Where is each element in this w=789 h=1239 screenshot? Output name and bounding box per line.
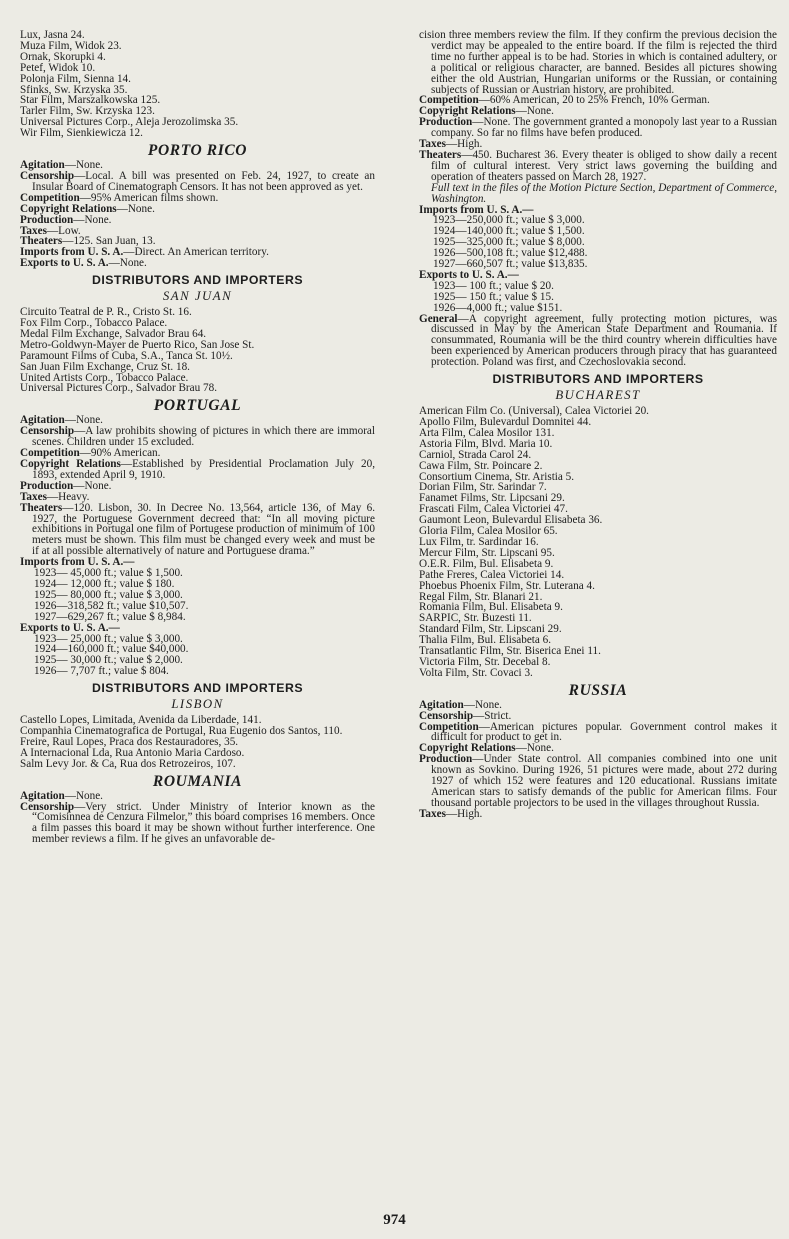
entry-production: Production—None. bbox=[20, 213, 112, 226]
imports-heading: Imports from U. S. A.— bbox=[20, 556, 135, 569]
distributors-heading: DISTRIBUTORS AND IMPORTERS bbox=[492, 372, 704, 387]
section-title-russia: RUSSIA bbox=[568, 681, 628, 699]
entry-taxes: Taxes—Heavy. bbox=[20, 490, 90, 503]
table-row: 1926—500,108 ft.; value $12,488. bbox=[433, 247, 588, 260]
censorship-continued: cision three members review the film. If they confirm the previous decision the verdict may be appealed to the entire board. If the film is rejected the third time no further appeal is to be had. Stories in which is contained adultery, or a political or religious character, are banned. Besides all pictures showing either the old Austrian, Hungarian uniforms or the Russian, or containing subjects of Russian or Austrian history, are prohibited. bbox=[419, 29, 777, 96]
list-item: Castello Lopes, Limitada, Avenida da Liberdade, 141. bbox=[20, 714, 262, 727]
distributors-heading: DISTRIBUTORS AND IMPORTERS bbox=[91, 273, 304, 288]
entry-production: Production—Under State control. All companies combined into one unit known as Sovkino. During 1926, 51 pictures were made, about 272 during 1927 of which 152 were features and 120 educational. Russians imitate American stars to satisfy demands of the public for American films. Four thousand portable projectors to be used in the villages throughout Russia. bbox=[419, 753, 777, 809]
imports-table bbox=[419, 215, 777, 270]
source-note: Full text in the files of the Motion Picture Section, Department of Commerce, Washington. bbox=[431, 181, 777, 205]
list-item: Standard Film, Str. Lipscani 29. bbox=[419, 623, 562, 636]
list-item: Fox Film Corp., Tobacco Palace. bbox=[20, 317, 168, 330]
section-title-portugal: PORTUGAL bbox=[153, 397, 242, 415]
entry-general: General—A copyright agreement, fully protecting motion pictures, was discussed in May by the American State Department and Roumania. If consummated, Roumania will be the third country wherein difficulties have been experienced by American producers through piracy that has guaranteed protection. Poland was first, and Czechoslovakia second. bbox=[419, 312, 777, 369]
exports-heading: Exports to U. S. A.— bbox=[20, 621, 120, 634]
entry-censorship: Censorship—Very strict. Under Ministry of Interior known as the “Comisinnea de Cenzura Filmelor,” this board comprises 16 members. Once a film passes this board it may be shown without further interference. One member reviews a film. If he gives an unfavorable de- bbox=[20, 800, 375, 846]
entry-censorship: Censorship—Local. A bill was presented on Feb. 24, 1927, to create an Insular Board of Cinematograph Censors. It has not been approved as yet. bbox=[20, 169, 375, 193]
list-item: Universal Pictures Corp., Salvador Brau 78. bbox=[20, 382, 217, 395]
table-row: 1923— 25,000 ft.; value $ 3,000. bbox=[34, 632, 183, 645]
list-item: Volta Film, Str. Covaci 3. bbox=[419, 666, 533, 679]
list-item: Apollo Film, Bulevardul Domnitei 44. bbox=[419, 416, 592, 428]
table-row: 1923— 100 ft.; value $ 20. bbox=[433, 279, 554, 292]
list-item: Salm Levy Jor. & Ca, Rua dos Retrozeiros, 107. bbox=[20, 757, 236, 770]
list-item: Carniol, Strada Carol 24. bbox=[419, 448, 532, 461]
imports-table bbox=[20, 568, 375, 623]
table-row: 1926— 7,707 ft.; value $ 804. bbox=[34, 665, 169, 678]
list-item: Victoria Film, Str. Decebal 8. bbox=[419, 655, 551, 668]
list-item: Regal Film, Str. Blanari 21. bbox=[419, 590, 543, 603]
entry-exports: Exports to U. S. A.—None. bbox=[20, 257, 147, 270]
entry-taxes: Taxes—Low. bbox=[20, 224, 81, 237]
list-item: Tarler Film, Sw. Krzyska 123. bbox=[20, 105, 155, 118]
entry-competition: Competition—60% American, 20 to 25% French, 10% German. bbox=[419, 94, 710, 107]
entry-taxes: Taxes—High. bbox=[419, 138, 483, 151]
list-item: Astoria Film, Blvd. Maria 10. bbox=[419, 437, 553, 450]
table-row: 1925— 80,000 ft.; value $ 3,000. bbox=[34, 588, 183, 601]
list-item: Companhia Cinematografica de Portugal, Rua Eugenio dos Santos, 110. bbox=[20, 725, 343, 738]
exports-table bbox=[419, 281, 777, 314]
city-heading: LISBON bbox=[171, 697, 224, 712]
list-item: Petef, Widok 10. bbox=[20, 61, 96, 74]
list-item: Gaumont Leon, Bulevardul Elisabeta 36. bbox=[419, 514, 603, 527]
entry-censorship: Censorship—Strict. bbox=[419, 709, 512, 722]
poland-list-continued bbox=[20, 30, 375, 139]
imports-heading: Imports from U. S. A.— bbox=[419, 203, 534, 216]
entry-theaters: Theaters—450. Bucharest 36. Every theater is obliged to show daily a recent film of cultural interest. Very strict laws governing the building and operation of theaters passed on March 28, 1927. bbox=[419, 148, 777, 183]
table-row: 1923— 45,000 ft.; value $ 1,500. bbox=[34, 567, 183, 580]
list-item: San Juan Film Exchange, Cruz St. 18. bbox=[20, 360, 190, 373]
list-item: Star Film, Marszalkowska 125. bbox=[20, 94, 161, 107]
list-item: Thalia Film, Bul. Elisabeta 6. bbox=[419, 634, 552, 647]
entry-competition: Competition—American pictures popular. Government control makes it difficult for product to get in. bbox=[419, 720, 777, 744]
table-row: 1926—318,582 ft.; value $10,507. bbox=[34, 599, 189, 612]
table-row: 1925— 30,000 ft.; value $ 2,000. bbox=[34, 654, 183, 667]
list-item: Circuito Teatral de P. R., Cristo St. 16. bbox=[20, 306, 192, 319]
entry-copyright: Copyright Relations—None. bbox=[419, 742, 554, 755]
list-item: Polonja Film, Sienna 14. bbox=[20, 72, 131, 85]
table-row: 1924— 12,000 ft.; value $ 180. bbox=[34, 577, 175, 590]
entry-competition: Competition—95% American films shown. bbox=[20, 191, 219, 204]
list-item: Freire, Raul Lopes, Praca dos Restauradores, 35. bbox=[20, 735, 239, 748]
entry-agitation: Agitation—None. bbox=[20, 789, 103, 802]
entry-agitation: Agitation—None. bbox=[419, 698, 502, 711]
entry-censorship: Censorship—A law prohibits showing of pictures in which there are immoral scenes. Children under 15 excluded. bbox=[20, 425, 375, 449]
table-row: 1924—140,000 ft.; value $ 1,500. bbox=[433, 225, 585, 238]
list-item: Pathe Freres, Calea Victoriei 14. bbox=[419, 568, 565, 581]
list-item: American Film Co. (Universal), Calea Victoriei 20. bbox=[419, 405, 649, 418]
exports-heading: Exports to U. S. A.— bbox=[419, 268, 519, 281]
list-item: Muza Film, Widok 23. bbox=[20, 39, 122, 52]
list-item: Arta Film, Calea Mosilor 131. bbox=[419, 426, 555, 439]
list-item: Medal Film Exchange, Salvador Brau 64. bbox=[20, 327, 207, 340]
list-item: Fanamet Films, Str. Lipcsani 29. bbox=[419, 492, 565, 505]
section-title-roumania: ROUMANIA bbox=[152, 772, 243, 790]
distributors-heading: DISTRIBUTORS AND IMPORTERS bbox=[91, 681, 304, 696]
table-row: 1927—660,507 ft.; value $13,835. bbox=[433, 258, 588, 271]
entry-imports: Imports from U. S. A.—Direct. An American territory. bbox=[20, 246, 269, 259]
list-item: O.E.R. Film, Bul. Elisabeta 9. bbox=[419, 557, 554, 570]
table-row: 1923—250,000 ft.; value $ 3,000. bbox=[433, 214, 585, 227]
entry-production: Production—None. bbox=[20, 479, 112, 492]
entry-agitation: Agitation—None. bbox=[20, 414, 103, 427]
list-item: Sfinks, Sw. Krzyska 35. bbox=[20, 83, 128, 96]
list-item: Mercur Film, Str. Lipscani 95. bbox=[419, 546, 555, 559]
list-item: Frascati Film, Calea Victoriei 47. bbox=[419, 503, 568, 516]
list-item: Lux Film, tr. Sardindar 16. bbox=[419, 535, 539, 548]
entry-theaters: Theaters—120. Lisbon, 30. In Decree No. 13,564, article 136, of May 6. 1927, the Portuguese Government decreed that: “In all moving picture exhibitions in Portugal one film of Portugese production of minimum of 100 meters must be shown. This film must be changed every week and must be if at all possible alternatively of nature and Portuguese drama.” bbox=[20, 501, 375, 558]
list-item: Universal Pictures Corp., Aleja Jerozolimska 35. bbox=[20, 116, 239, 129]
list-item: Lux, Jasna 24. bbox=[20, 29, 85, 41]
list-item: Dorian Film, Str. Sarindar 7. bbox=[419, 481, 547, 494]
table-row: 1926—4,000 ft.; value $151. bbox=[433, 301, 563, 314]
entry-competition: Competition—90% American. bbox=[20, 447, 161, 460]
list-item: United Artists Corp., Tobacco Palace. bbox=[20, 371, 189, 384]
entry-copyright: Copyright Relations—None. bbox=[20, 202, 155, 215]
list-item: Paramount Films of Cuba, S.A., Tanca St. 10½. bbox=[20, 349, 233, 362]
list-item: Ornak, Skorupki 4. bbox=[20, 50, 106, 63]
city-heading: SAN JUAN bbox=[162, 289, 233, 304]
list-item: SARPIC, Str. Buzesti 11. bbox=[419, 612, 532, 625]
right-column bbox=[419, 30, 777, 820]
city-heading: BUCHAREST bbox=[555, 388, 641, 403]
table-row: 1925—325,000 ft.; value $ 8,000. bbox=[433, 236, 585, 249]
table-row: 1924—160,000 ft.; value $40,000. bbox=[34, 643, 189, 656]
page-number: 974 bbox=[383, 1212, 406, 1228]
list-item: Transatlantic Film, Str. Biserica Enei 11. bbox=[419, 645, 601, 658]
entry-theaters: Theaters—125. San Juan, 13. bbox=[20, 235, 156, 248]
table-row: 1927—629,267 ft.; value $ 8,984. bbox=[34, 610, 186, 623]
entry-production: Production—None. The government granted a monopoly last year to a Russian company. So far no films have befen produced. bbox=[419, 116, 777, 140]
entry-agitation: Agitation—None. bbox=[20, 159, 103, 172]
list-item: A Internacional Lda, Rua Antonio Maria Cardoso. bbox=[20, 746, 245, 759]
list-item: Phoebus Phoenix Film, Str. Luterana 4. bbox=[419, 579, 595, 592]
list-item: Wir Film, Sienkiewicza 12. bbox=[20, 127, 143, 140]
section-title-porto-rico: PORTO RICO bbox=[147, 142, 248, 160]
entry-copyright: Copyright Relations—None. bbox=[419, 105, 554, 118]
list-item: Romania Film, Bul. Elisabeta 9. bbox=[419, 601, 563, 614]
exports-table bbox=[20, 634, 375, 678]
list-item: Metro-Goldwyn-Mayer de Puerto Rico, San Jose St. bbox=[20, 338, 255, 351]
list-item: Consortium Cinema, Str. Aristia 5. bbox=[419, 470, 575, 483]
entry-copyright: Copyright Relations—Established by Presidential Proclamation July 20, 1893, extended April 9, 1910. bbox=[20, 458, 375, 481]
list-item: Cawa Film, Str. Poincare 2. bbox=[419, 459, 543, 472]
table-row: 1925— 150 ft.; value $ 15. bbox=[433, 290, 554, 303]
list-item: Gloria Film, Calea Mosilor 65. bbox=[419, 525, 558, 538]
entry-taxes: Taxes—High. bbox=[419, 807, 483, 820]
left-column bbox=[20, 30, 375, 845]
